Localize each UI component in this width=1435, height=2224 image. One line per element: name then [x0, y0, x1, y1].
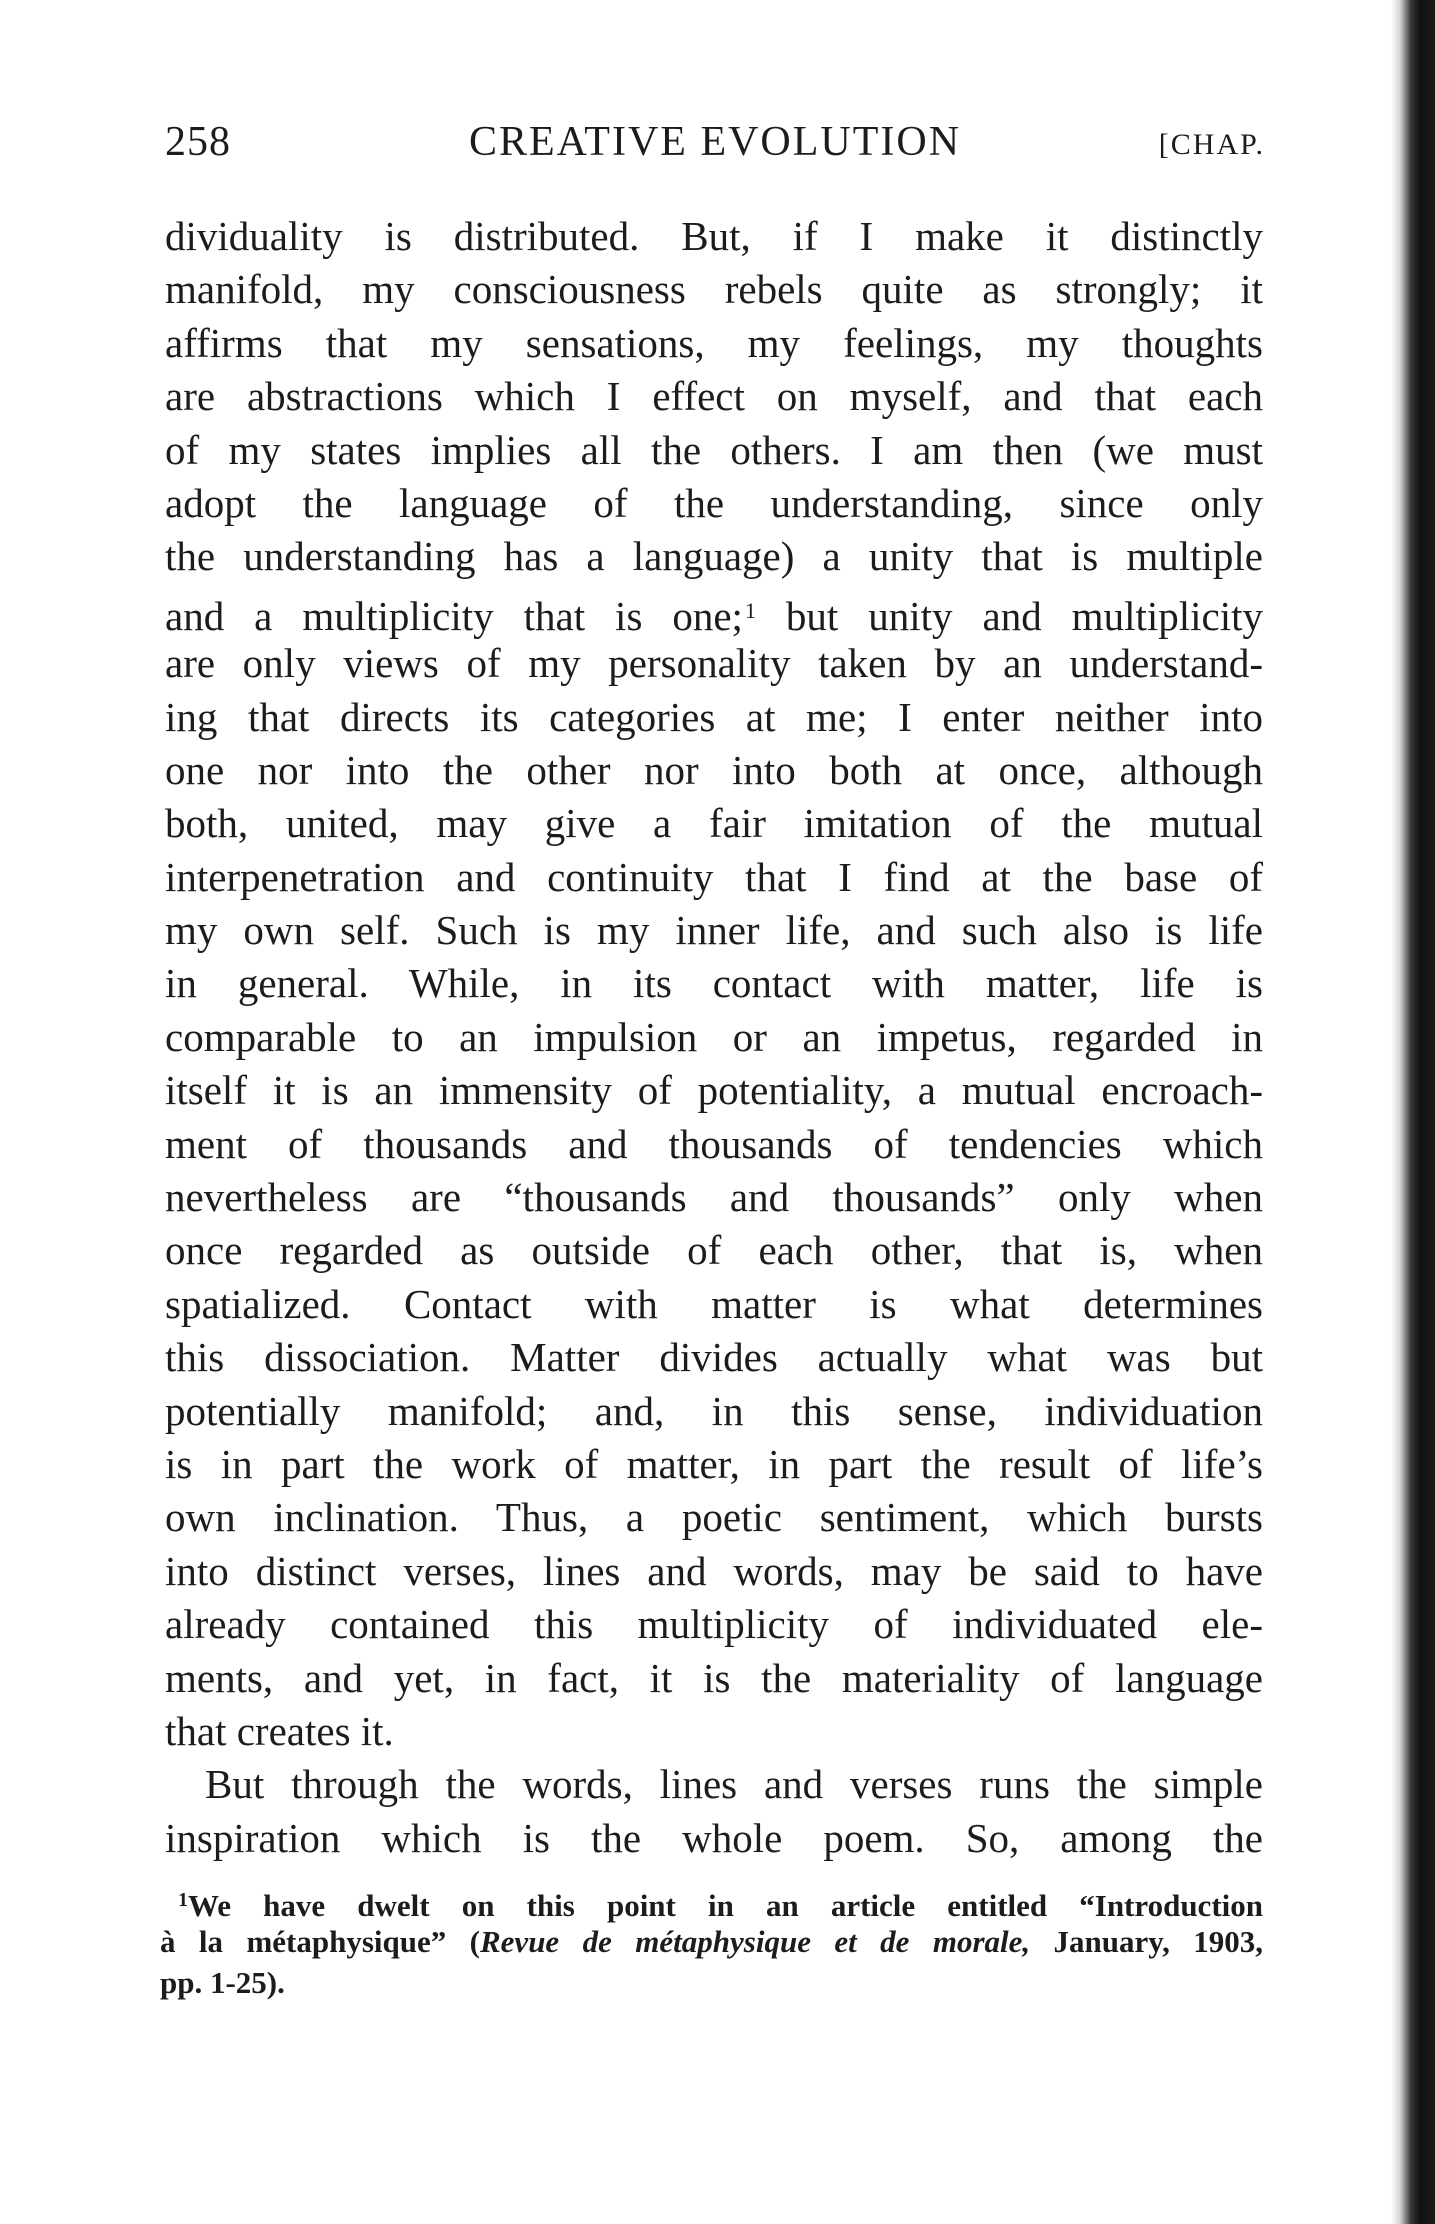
text-line: ment of thousands and thousands of tendencies which	[165, 1120, 1263, 1167]
text-line: are only views of my personality taken by an understand-	[165, 640, 1263, 687]
text-line: inspiration which is the whole poem. So, among the	[165, 1814, 1263, 1861]
text-line: ments, and yet, in fact, it is the materiality of language	[165, 1654, 1263, 1701]
footnote-text: January, 1903,	[1030, 1924, 1264, 1959]
text-line: the understanding has a language) a unity that is multiple	[165, 533, 1263, 580]
text-line: nevertheless are “thousands and thousands” only when	[165, 1174, 1263, 1221]
footnote-text: We have dwelt on this point in an article entitled “Introduction	[188, 1888, 1263, 1923]
text-line: into distinct verses, lines and words, may be said to have	[165, 1547, 1263, 1594]
text-line: ing that directs its categories at me; I enter neither into	[165, 693, 1263, 740]
footnote-marker: 1	[178, 1889, 188, 1911]
footnote-text: à la métaphysique” (	[160, 1924, 480, 1959]
line-text: and a multiplicity that is one;	[165, 592, 743, 639]
footnote-line	[160, 1880, 1263, 1921]
line-text-tail: but unity and multiplicity	[785, 592, 1264, 639]
text-line: potentially manifold; and, in this sense, individuation	[165, 1387, 1263, 1434]
page-edge-shadow	[1391, 0, 1435, 2224]
paragraph-start-line: But through the words, lines and verses runs the simple	[205, 1761, 1263, 1808]
footnote-line	[160, 1921, 1263, 1962]
text-line: are abstractions which I effect on myself, and that each	[165, 373, 1263, 420]
text-line: both, united, may give a fair imitation of the mutual	[165, 800, 1263, 847]
text-line: my own self. Such is my inner life, and such also is life	[165, 907, 1263, 954]
text-line: adopt the language of the understanding, since only	[165, 479, 1263, 526]
page-number: 258	[165, 119, 231, 165]
text-line: already contained this multiplicity of individuated ele-	[165, 1601, 1263, 1648]
text-line: of my states implies all the others. I am then (we must	[165, 426, 1263, 473]
journal-title: Revue de métaphysique et de morale,	[480, 1924, 1031, 1959]
text-line: dividuality is distributed. But, if I make it distinctly	[165, 213, 1263, 259]
text-line: is in part the work of matter, in part the result of life’s	[165, 1440, 1263, 1487]
body-text	[165, 210, 1263, 1865]
footnote	[160, 1880, 1263, 2003]
text-line: spatialized. Contact with matter is what determines	[165, 1280, 1263, 1327]
footnote-line: pp. 1-25).	[160, 1965, 285, 2000]
text-line: comparable to an impulsion or an impetus, regarded in	[165, 1013, 1263, 1060]
chapter-mark: [CHAP.	[1158, 128, 1265, 161]
text-line: in general. While, in its contact with matter, life is	[165, 960, 1263, 1007]
text-line: that creates it.	[165, 1707, 394, 1754]
text-line: own inclination. Thus, a poetic sentiment, which bursts	[165, 1494, 1263, 1541]
page-header	[165, 118, 1265, 178]
running-title: CREATIVE EVOLUTION	[468, 119, 962, 165]
text-line: itself it is an immensity of potentiality, a mutual encroach-	[165, 1067, 1263, 1114]
text-line: this dissociation. Matter divides actually what was but	[165, 1334, 1263, 1381]
text-line: affirms that my sensations, my feelings, my thoughts	[165, 319, 1263, 366]
text-line: once regarded as outside of each other, that is, when	[165, 1227, 1263, 1274]
text-line: interpenetration and continuity that I find at the base of	[165, 853, 1263, 900]
text-line: manifold, my consciousness rebels quite as strongly; it	[165, 266, 1263, 313]
footnote-reference[interactable]: 1	[744, 597, 756, 623]
text-line: one nor into the other nor into both at once, although	[165, 746, 1263, 793]
text-line-with-footnote-ref	[165, 584, 1263, 637]
